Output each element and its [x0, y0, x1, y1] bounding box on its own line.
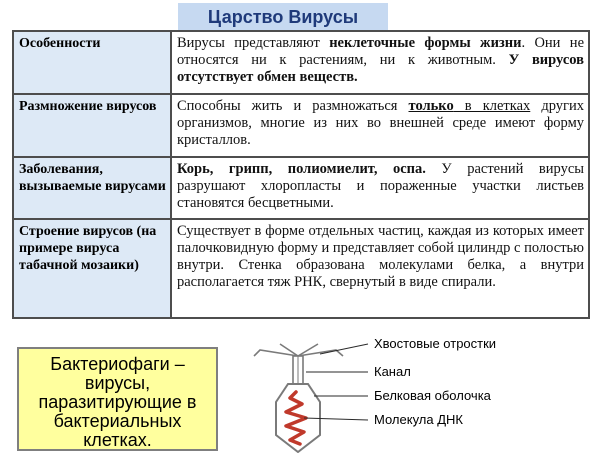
text-part: других организмов, многие из них во внешней среде имеют форму кристаллов. [177, 98, 584, 148]
label-protein-coat: Белковая оболочка [374, 388, 491, 403]
table-row [13, 31, 589, 94]
text-part: Существует в форме отдельных частиц, каждая из которых имеет палочковидную форму и представляет собой цилиндр с полостью внутри. Стенка образована молекулами белка, а внутри располагается тяж РНК, свернутый в виде спирали. [177, 223, 584, 290]
text-part-bold-underlined: только [408, 98, 454, 114]
text-part-bold: Корь, грипп, полиомиелит, оспа. [177, 161, 426, 177]
label-tail-fibers: Хвостовые отростки [374, 336, 497, 351]
tail-fibers-shape [254, 344, 343, 356]
text-part: Способны жить и размножаться [177, 98, 409, 114]
row-label: Особенности [13, 31, 171, 94]
row-label: Строение вирусов (на примере вируса табачной мозаики) [13, 219, 171, 318]
table-row [13, 157, 589, 219]
features-table [12, 30, 590, 319]
bacteriophage-note-text: Бактериофаги – вирусы, паразитирующие в бактериальных клетках. [38, 354, 197, 450]
bacteriophage-note [17, 347, 218, 451]
label-canal: Канал [374, 364, 411, 379]
row-label: Размножение вирусов [13, 94, 171, 157]
text-part: . Они не относятся ни к растениям, ни к животным. [177, 35, 584, 68]
row-text [171, 94, 589, 157]
text-part: Вирусы представляют [177, 35, 330, 51]
text-part-underlined: в клетках [453, 98, 531, 114]
text-part-bold: неклеточные формы жизни [329, 35, 522, 51]
row-text [171, 219, 589, 318]
page-title: Царство Вирусы [178, 3, 388, 31]
row-text [171, 157, 589, 219]
text-part: У растений вирусы разрушают хлоропласты и пораженные участки листьев становятся бесцветными. [177, 161, 584, 211]
text-part-bold: У вирусов отсутствует обмен веществ. [177, 52, 584, 85]
row-label: Заболевания, вызываемые вирусами [13, 157, 171, 219]
table-row [13, 219, 589, 318]
table-row [13, 94, 589, 157]
row-text [171, 31, 589, 94]
label-dna: Молекула ДНК [374, 412, 463, 427]
